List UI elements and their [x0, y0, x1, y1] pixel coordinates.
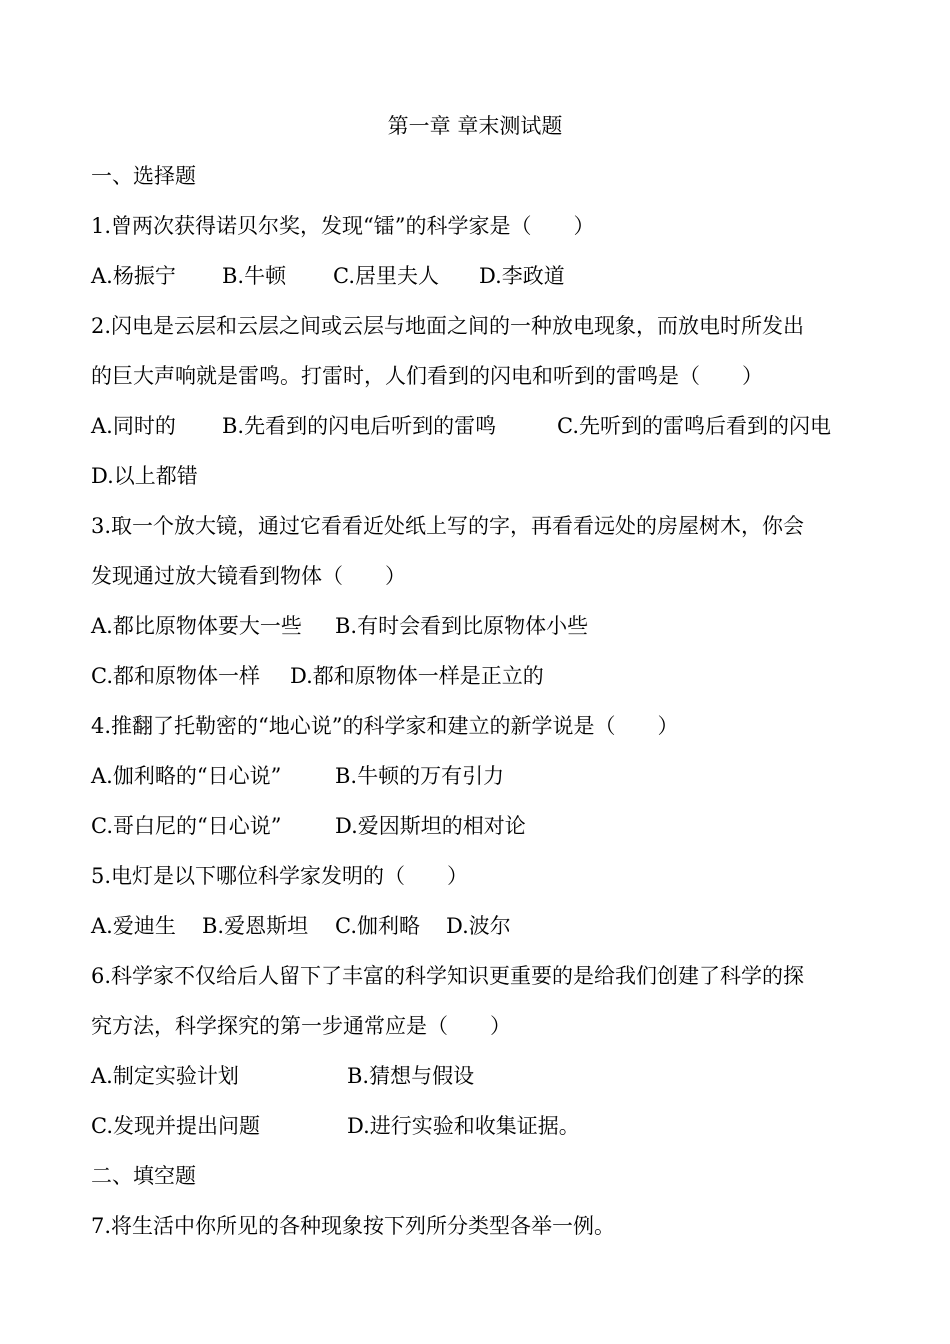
question-5-option-b: B.爱恩斯坦	[202, 914, 309, 938]
question-3-options-row-2	[91, 660, 544, 692]
question-2-option-d: D.以上都错	[91, 464, 198, 488]
page-title: 第一章 章末测试题	[387, 114, 563, 138]
question-7-stem: 7.将生活中你所见的各种现象按下列所分类型各举一例。	[91, 1214, 616, 1238]
question-2-option-c: C.先听到的雷鸣后看到的闪电	[557, 414, 831, 438]
question-4-options-row-1	[91, 760, 504, 792]
question-6-stem-line-2: 究方法，科学探究的第一步通常应是（ ）	[91, 1014, 511, 1038]
question-2-stem-line-2: 的巨大声响就是雷鸣。打雷时，人们看到的闪电和听到的雷鸣是（ ）	[91, 364, 763, 388]
question-3-options-row-1	[91, 610, 588, 642]
question-6-options-row-2	[91, 1110, 580, 1142]
question-1-option-b: B.牛顿	[222, 264, 287, 288]
question-1-option-a: A.杨振宁	[91, 264, 176, 288]
question-6-options-row-1	[91, 1060, 474, 1092]
question-6-option-a: A.制定实验计划	[91, 1064, 239, 1088]
question-6-option-c: C.发现并提出问题	[91, 1114, 260, 1138]
question-3-option-b: B.有时会看到比原物体小些	[335, 614, 589, 638]
question-5-option-a: A.爱迪生	[91, 914, 176, 938]
question-6-option-d: D.进行实验和收集证据。	[347, 1114, 580, 1138]
question-5-stem: 5.电灯是以下哪位科学家发明的（ ）	[91, 864, 469, 888]
question-4-option-c: C.哥白尼的“日心说”	[91, 814, 282, 838]
question-3-stem-line-1: 3.取一个放大镜，通过它看看近处纸上写的字，再看看远处的房屋树木，你会	[91, 514, 805, 538]
question-5-option-d: D.波尔	[446, 914, 511, 938]
question-2-option-b: B.先看到的闪电后听到的雷鸣	[222, 414, 497, 438]
section-heading-fill-blank: 二、填空题	[91, 1164, 196, 1188]
question-4-option-b: B.牛顿的万有引力	[335, 764, 505, 788]
question-1-option-c: C.居里夫人	[333, 264, 439, 288]
question-1-stem: 1.曾两次获得诺贝尔奖，发现“镭”的科学家是（ ）	[91, 214, 595, 238]
question-6-stem-line-1: 6.科学家不仅给后人留下了丰富的科学知识更重要的是给我们创建了科学的探	[91, 964, 805, 988]
question-4-option-a: A.伽利略的“日心说”	[91, 764, 282, 788]
question-4-option-d: D.爱因斯坦的相对论	[335, 814, 526, 838]
question-5-options	[91, 910, 511, 942]
question-3-option-a: A.都比原物体要大一些	[91, 614, 302, 638]
question-3-stem-line-2: 发现通过放大镜看到物体（ ）	[91, 564, 406, 588]
question-5-option-c: C.伽利略	[335, 914, 420, 938]
section-heading-choice: 一、选择题	[91, 164, 196, 188]
question-2-option-a: A.同时的	[91, 414, 176, 438]
question-4-options-row-2	[91, 810, 526, 842]
question-1-option-d: D.李政道	[479, 264, 565, 288]
question-2-stem-line-1: 2.闪电是云层和云层之间或云层与地面之间的一种放电现象，而放电时所发出	[91, 314, 805, 338]
question-3-option-c: C.都和原物体一样	[91, 664, 260, 688]
question-2-options-row-1	[91, 410, 831, 442]
question-4-stem: 4.推翻了托勒密的“地心说”的科学家和建立的新学说是（ ）	[91, 714, 679, 738]
question-1-options	[91, 260, 565, 292]
question-6-option-b: B.猜想与假设	[347, 1064, 475, 1088]
question-3-option-d: D.都和原物体一样是正立的	[290, 664, 544, 688]
